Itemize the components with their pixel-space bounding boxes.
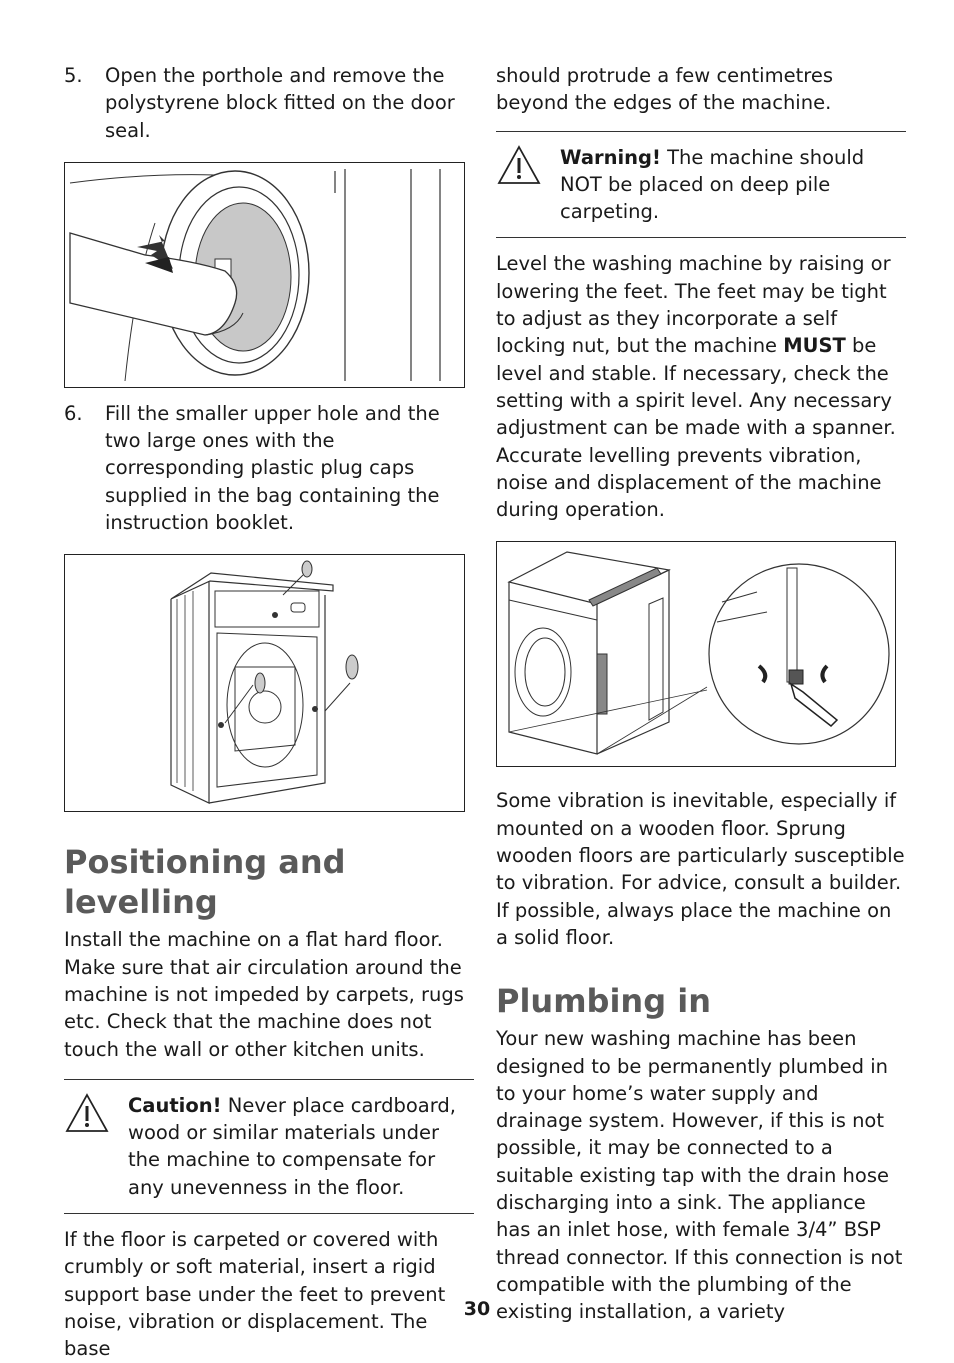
levelling-text-start: Level the washing machine by raising or lowering the feet. The feet may be tight to adjust as they incorporate a self locking nut, but the machine [496,252,891,358]
levelling-text [496,250,906,523]
warning-notice [496,131,906,239]
caution-notice [64,1079,474,1214]
section-heading-plumbing: Plumbing in [496,982,711,1021]
caution-text [128,1092,474,1201]
warning-text [560,144,906,226]
must-emphasis: MUST [783,334,846,358]
continued-text: should protrude a few centimetres beyond the edges of the machine. [496,64,833,115]
step-text: Open the porthole and remove the polystyrene block fitted on the door seal. [105,64,455,142]
figure-plug-caps [64,554,465,812]
warning-message: The machine should NOT be placed on deep pile carpeting. [560,145,865,224]
step-number: 6. [64,401,83,425]
caution-message: Never place cardboard, wood or similar materials under the machine to compensate for any unevenness in the floor. [128,1093,456,1199]
plumbing-text: Your new washing machine has been designed to be permanently plumbed in to your home’s water supply and drainage system. However, if this is not possible, it may be connected to a suitable existing tap with the drain hose discharging into a sink. The appliance has an inlet hose, with female 3/4” BSP thread connector. If this connection is not compatible with the plumbing of the existing installation, a variety [496,1027,903,1324]
step-number: 5. [64,64,83,87]
figure-remove-polystyrene [64,162,465,388]
step-5 [64,62,474,144]
carpet-instructions: If the floor is carpeted or covered with crumbly or soft material, insert a rigid support base under the feet to prevent noise, vibration or displacement. The base [64,1228,446,1361]
positioning-intro: Install the machine on a flat hard floor. Make sure that air circulation around the machine is not impeded by carpets, rugs etc. Check that the machine does not touch the wall or other kitchen units. [64,928,464,1061]
step-text: Fill the smaller upper hole and the two large ones with the corresponding plastic plug caps supplied in the bag containing the instruction booklet. [105,401,440,535]
step-6 [64,400,474,536]
section-heading-positioning: Positioning and levelling [64,843,346,922]
figure-levelling-feet [496,541,896,767]
warning-triangle-icon [496,144,560,226]
warning-label: Warning! [560,145,661,169]
levelling-text-end: be level and stable. If necessary, check the setting with a spirit level. Any necessary adjustment can be made with a spanner. Accurate levelling prevents vibration, noise and displacement of the machine during operation. [496,334,896,522]
right-column [496,62,906,1326]
vibration-text: Some vibration is inevitable, especially if mounted on a wooden floor. Sprung wooden floors are particularly susceptible to vibration. For advice, consult a builder. If possible, always place the machine on a solid floor. [496,789,905,949]
page-number: 30 [463,1298,491,1320]
left-column [64,62,474,1363]
warning-triangle-icon [64,1092,128,1201]
caution-label: Caution! [128,1093,222,1117]
